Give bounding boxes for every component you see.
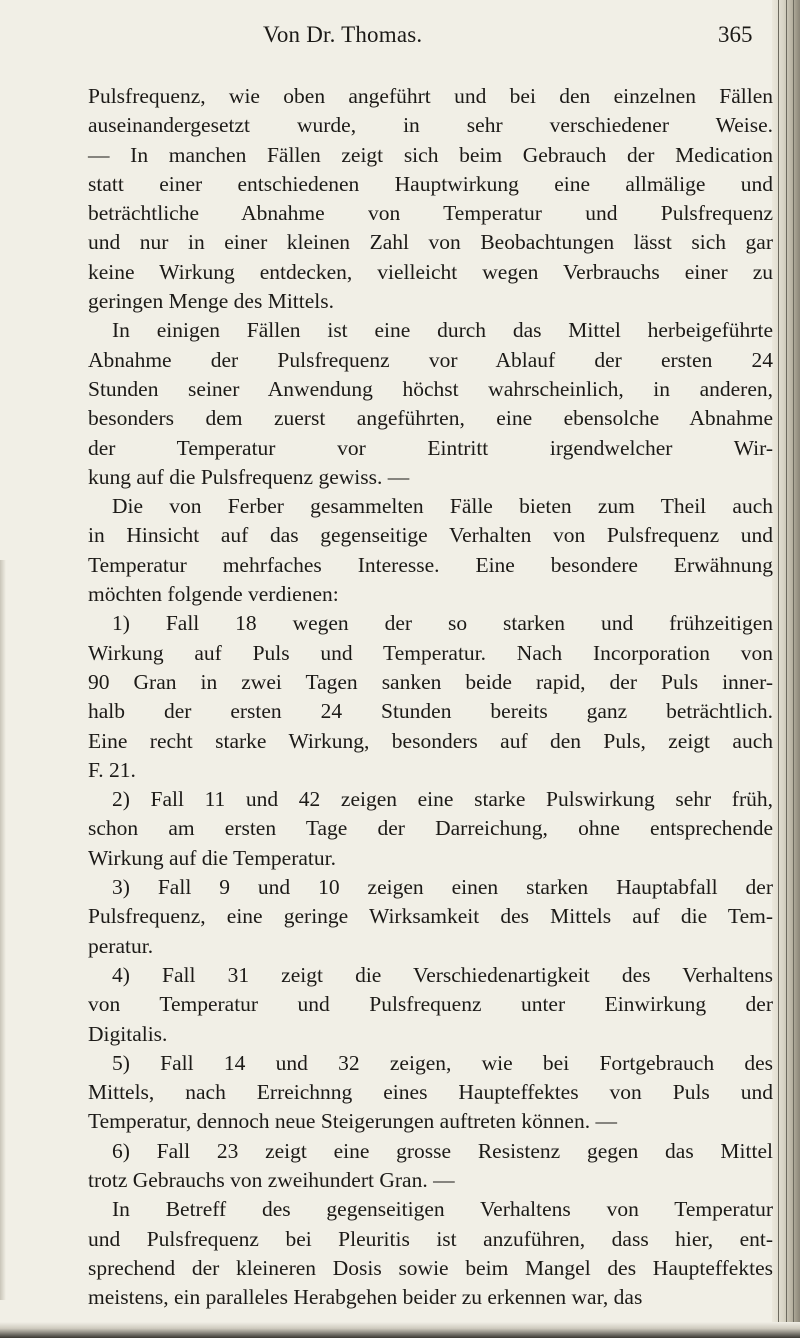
text-line: Digitalis.: [88, 1021, 168, 1046]
page-body: [88, 82, 773, 1312]
text-line: keine Wirkung entdecken, vielleicht wegen Verbrauchs einer zu: [88, 259, 773, 284]
page-edge-shadow: [772, 0, 800, 1338]
text-line: 6) Fall 23 zeigt eine grosse Resistenz gegen das Mittel: [112, 1138, 773, 1163]
text-line: Stunden seiner Anwendung höchst wahrscheinlich, in anderen,: [88, 376, 773, 401]
text-line: besonders dem zuerst angeführten, eine ebensolche Abnahme: [88, 406, 773, 431]
page-number: 365: [718, 22, 753, 47]
text-line: sprechend der kleineren Dosis sowie beim Mangel des Haupteffektes: [88, 1255, 773, 1280]
text-line: Temperatur, dennoch neue Steigerungen auftreten können. —: [88, 1109, 617, 1134]
text-line: Temperatur mehrfaches Interesse. Eine besondere Erwähnung: [88, 552, 773, 577]
text-line: Mittels, nach Erreichnng eines Haupteffektes von Puls und: [88, 1080, 773, 1105]
text-line: Abnahme der Pulsfrequenz vor Ablauf der ersten 24: [88, 347, 773, 372]
text-line: Wirkung auf Puls und Temperatur. Nach Incorporation von: [88, 640, 773, 665]
text-line: 90 Gran in zwei Tagen sanken beide rapid, der Puls inner-: [88, 669, 773, 694]
text-line: und Pulsfrequenz bei Pleuritis ist anzuführen, dass hier, ent-: [88, 1226, 773, 1251]
left-edge-shadow: [0, 560, 6, 1300]
text-line: Pulsfrequenz, wie oben angeführt und bei den einzelnen Fällen: [88, 84, 773, 108]
text-line: 4) Fall 31 zeigt die Verschiedenartigkeit des Verhaltens: [112, 962, 773, 987]
text-line: Eine recht starke Wirkung, besonders auf den Puls, zeigt auch: [88, 728, 773, 753]
text-line: der Temperatur vor Eintritt irgendwelcher Wir-: [88, 435, 773, 460]
text-line: und nur in einer kleinen Zahl von Beobachtungen lässt sich gar: [88, 230, 773, 255]
edge-line: [778, 0, 779, 1338]
text-line: 1) Fall 18 wegen der so starken und frühzeitigen: [112, 611, 773, 636]
text-line: Wirkung auf die Temperatur.: [88, 845, 336, 870]
text-line: trotz Gebrauchs von zweihundert Gran. —: [88, 1167, 455, 1192]
text-line: Pulsfrequenz, eine geringe Wirksamkeit des Mittels auf die Tem-: [88, 904, 773, 929]
text-line: 2) Fall 11 und 42 zeigen eine starke Pulswirkung sehr früh,: [112, 787, 773, 812]
text-line: peratur.: [88, 933, 154, 958]
text-line: In Betreff des gegenseitigen Verhaltens von Temperatur: [112, 1197, 773, 1222]
running-header: [0, 10, 800, 47]
text-line: kung auf die Pulsfrequenz gewiss. —: [88, 464, 410, 489]
text-line: 5) Fall 14 und 32 zeigen, wie bei Fortgebrauch des: [112, 1050, 773, 1075]
running-title: Von Dr. Thomas.: [263, 22, 423, 47]
text-line: In einigen Fällen ist eine durch das Mittel herbeigeführte: [112, 318, 773, 343]
text-line: schon am ersten Tage der Darreichung, ohne entsprechende: [88, 816, 773, 841]
text-line: möchten folgende verdienen:: [88, 582, 339, 607]
edge-line: [793, 0, 794, 1338]
text-line: beträchtliche Abnahme von Temperatur und Pulsfrequenz: [88, 201, 773, 226]
text-line: 3) Fall 9 und 10 zeigen einen starken Hauptabfall der: [112, 875, 773, 900]
text-line: meistens, ein paralleles Herabgehen beider zu erkennen war, das: [88, 1285, 643, 1310]
text-line: halb der ersten 24 Stunden bereits ganz beträchtlich.: [88, 699, 773, 724]
text-line: von Temperatur und Pulsfrequenz unter Einwirkung der: [88, 992, 773, 1017]
text-line: — In manchen Fällen zeigt sich beim Gebrauch der Medication: [88, 142, 773, 167]
text-line: F. 21.: [88, 757, 136, 782]
text-line: in Hinsicht auf das gegenseitige Verhalten von Pulsfrequenz und: [88, 523, 773, 548]
text-line: geringen Menge des Mittels.: [88, 289, 335, 314]
text-line: statt einer entschiedenen Hauptwirkung eine allmälige und: [88, 171, 773, 196]
text-line: auseinandergesetzt wurde, in sehr verschiedener Weise.: [88, 113, 773, 138]
text-line: Die von Ferber gesammelten Fälle bieten zum Theil auch: [112, 494, 773, 519]
bottom-edge-shadow: [0, 1322, 800, 1338]
edge-line: [786, 0, 787, 1338]
